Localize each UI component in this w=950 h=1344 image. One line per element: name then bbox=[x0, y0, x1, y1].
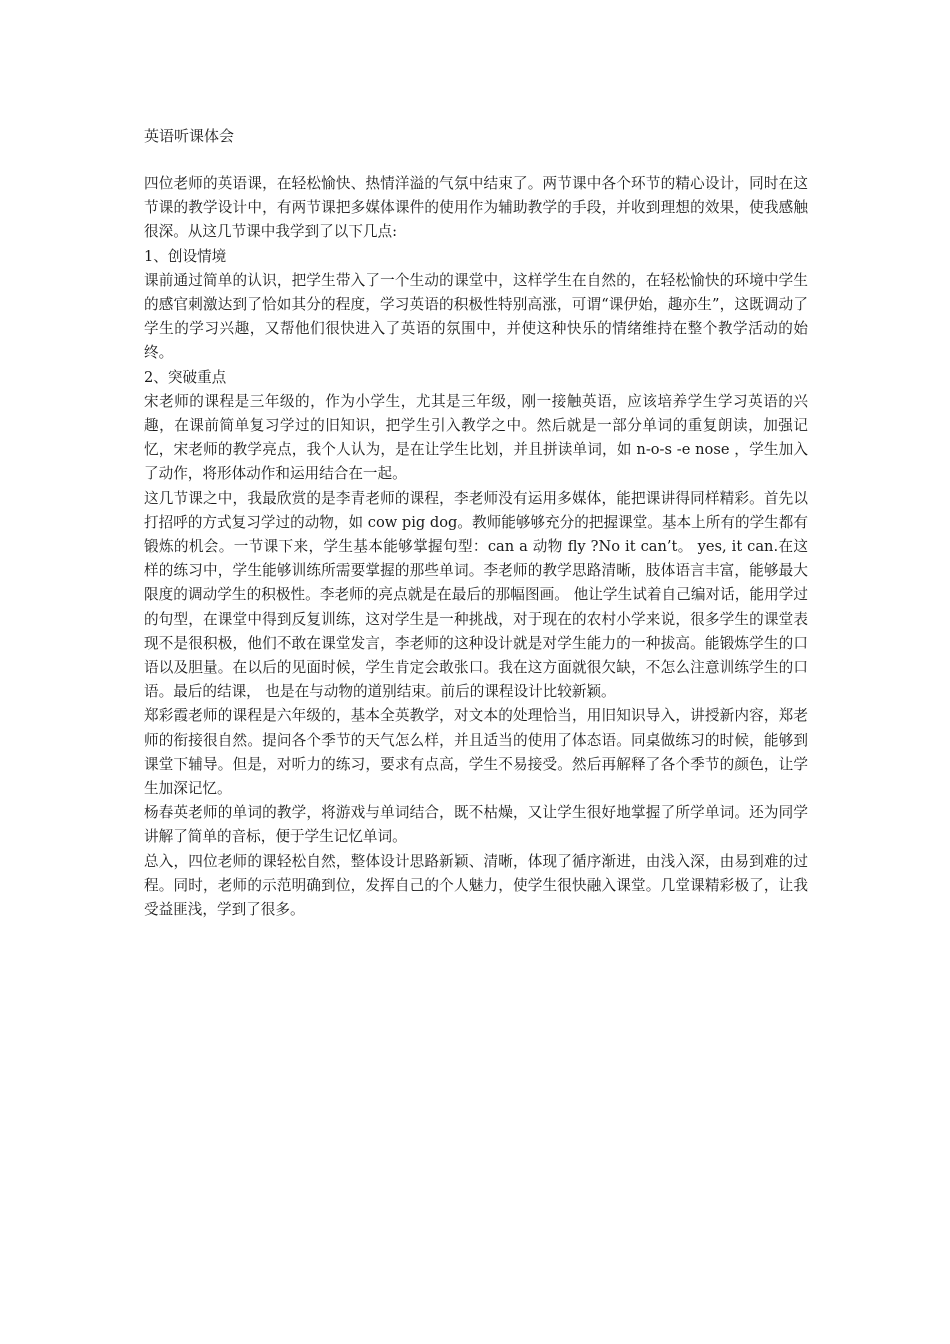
document-page bbox=[144, 124, 808, 922]
teacher-zheng-paragraph: 郑彩霞老师的课程是六年级的，基本全英教学，对文本的处理恰当，用旧知识导入，讲授新内容，郑老师的衔接很自然。提问各个季节的天气怎么样，并且适当的使用了体态语。同桌做练习的时候，能够到课堂下辅导。但是，对听力的练习，要求有点高，学生不易接受。然后再解释了各个季节的颜色，让学生加深记忆。 bbox=[144, 707, 808, 798]
section-heading-1: 1、创设情境 bbox=[144, 247, 227, 265]
document-body bbox=[144, 172, 808, 922]
document-title: 英语听课体会 bbox=[144, 127, 235, 145]
section-heading-2: 2、突破重点 bbox=[144, 368, 227, 386]
teacher-song-paragraph: 宋老师的课程是三年级的，作为小学生，尤其是三年级，刚一接触英语，应该培养学生学习英语的兴趣，在课前简单复习学过的旧知识，把学生引入教学之中。然后就是一部分单词的重复朗读，加强记忆，宋老师的教学亮点，我个人认为，是在让学生比划，并且拼读单词，如 n-o-s -e nose ，学生加入了动作，将形体动作和运用结合在一起。 bbox=[144, 392, 808, 483]
intro-paragraph: 四位老师的英语课，在轻松愉快、热情洋溢的气氛中结束了。两节课中各个环节的精心设计，同时在这节课的教学设计中，有两节课把多媒体课件的使用作为辅助教学的手段，并收到理想的效果，使我感触很深。从这几节课中我学到了以下几点: bbox=[144, 175, 808, 241]
teacher-yang-paragraph: 杨春英老师的单词的教学，将游戏与单词结合，既不枯燥，又让学生很好地掌握了所学单词。还为同学讲解了简单的音标，便于学生记忆单词。 bbox=[144, 804, 808, 846]
summary-paragraph: 总入，四位老师的课轻松自然，整体设计思路新颖、清晰，体现了循序渐进，由浅入深，由易到难的过程。同时，老师的示范明确到位，发挥自己的个人魅力，使学生很快融入课堂。几堂课精彩极了，让我受益匪浅，学到了很多。 bbox=[144, 852, 808, 919]
section-1-paragraph: 课前通过简单的认识，把学生带入了一个生动的课堂中，这样学生在自然的，在轻松愉快的环境中学生的感官刺激达到了恰如其分的程度，学习英语的积极性特别高涨，可谓“课伊始，趣亦生”，这既调动了学生的学习兴趣，又帮他们很快进入了英语的氛围中，并使这种快乐的情绪维持在整个教学活动的始终。 bbox=[144, 271, 808, 362]
teacher-li-paragraph: 这几节课之中，我最欣赏的是李青老师的课程，李老师没有运用多媒体，能把课讲得同样精彩。首先以打招呼的方式复习学过的动物，如 cow pig dog。教师能够够充分的把握课堂。基本上所有的学生都有锻炼的机会。一节课下来，学生基本能够掌握句型：can a 动物 fly ?No it can’t。 yes, it can.在这样的练习中，学生能够训练所需要掌握的那些单词。李老师的教学思路清晰，肢体语言丰富，能够最大限度的调动学生的积极性。李老师的亮点就是在最后的那幅图画。 他让学生试着自己编对话，能用学过的句型，在课堂中得到反复训练，这对学生是一种挑战，对于现在的农村小学来说，很多学生的课堂表现不是很积极，他们不敢在课堂发言，李老师的这种设计就是对学生能力的一种拔高。能锻炼学生的口语以及胆量。在以后的见面时候，学生肯定会敢张口。我在这方面就很欠缺，不怎么注意训练学生的口语。最后的结课， 也是在与动物的道别结束。前后的课程设计比较新颖。 bbox=[144, 489, 808, 701]
